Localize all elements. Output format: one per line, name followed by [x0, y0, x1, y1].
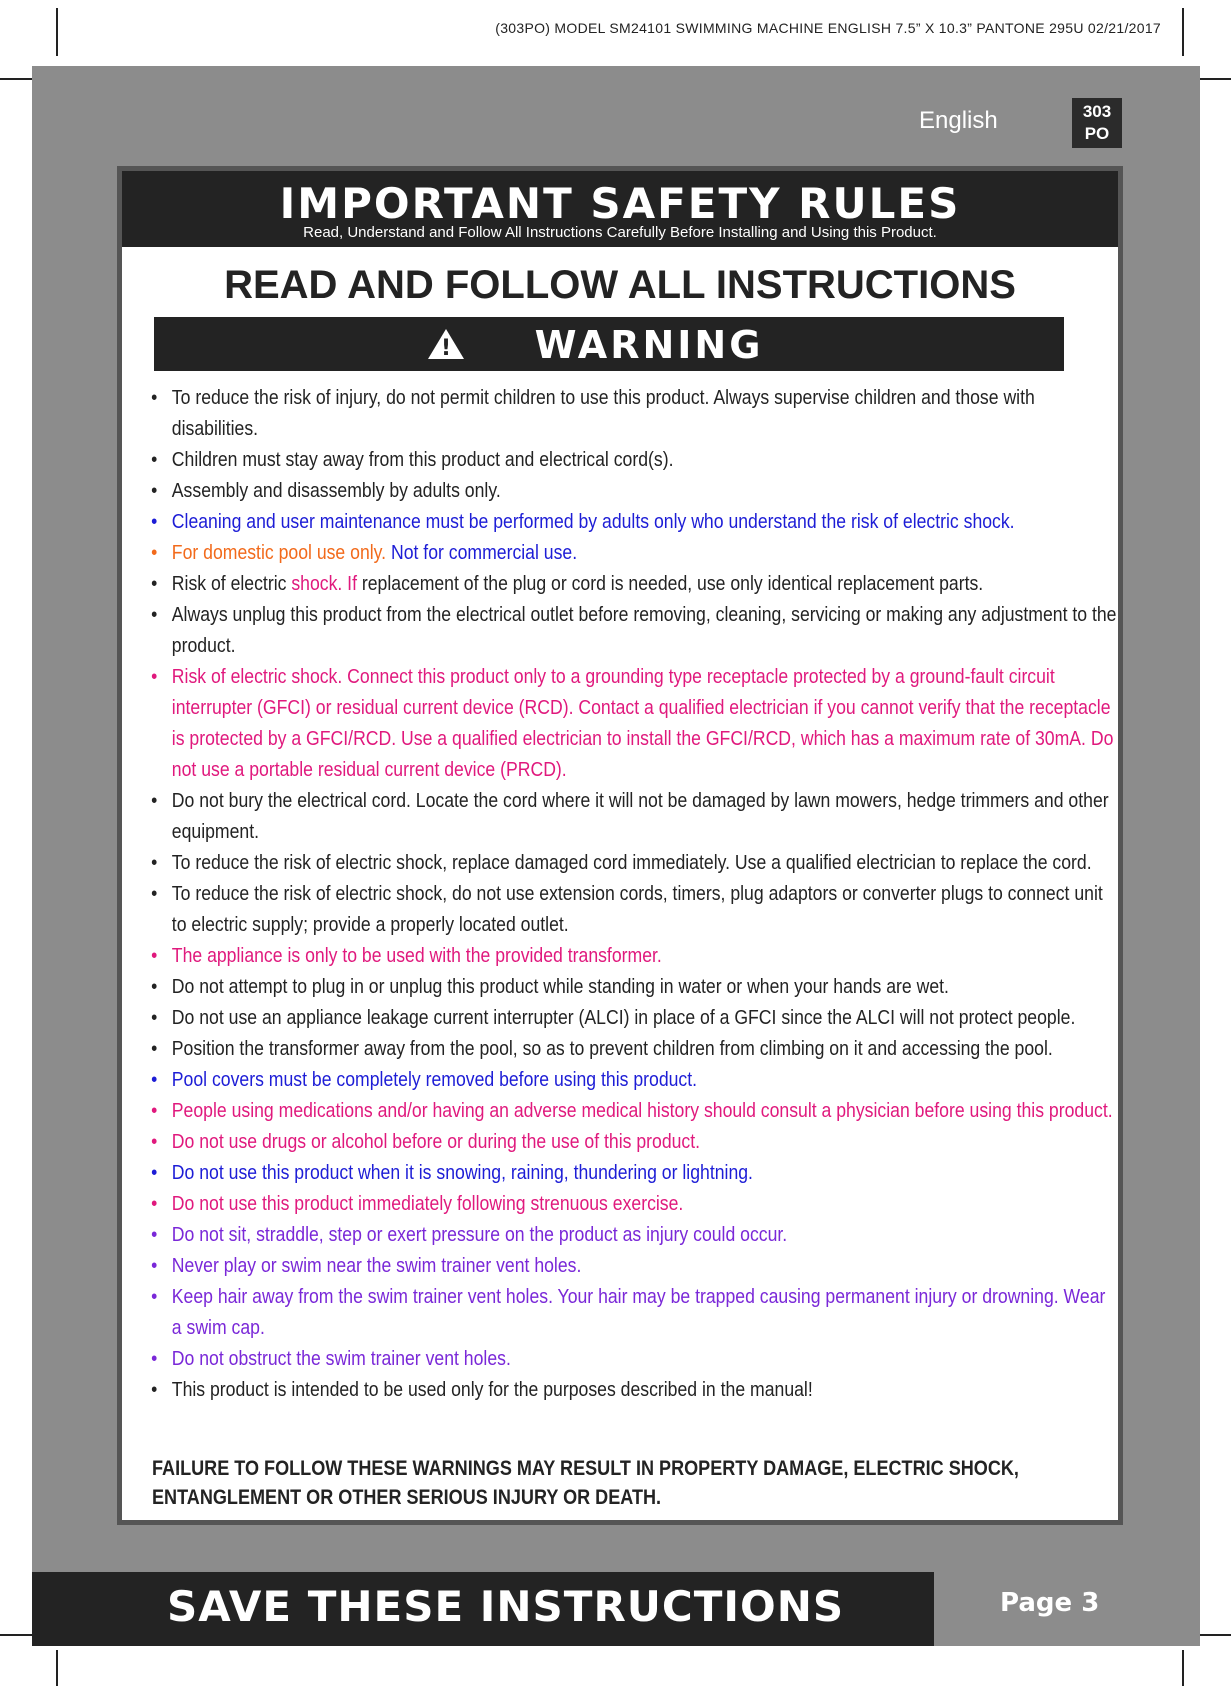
footer-bar: [32, 1572, 934, 1646]
rule-text: Do not attempt to plug in or unplug this product while standing in water or when your hands are wet.: [171, 975, 949, 998]
rule-text: Not for commercial use.: [390, 541, 578, 564]
rule-text: Pool covers must be completely removed before using this product.: [171, 1068, 698, 1091]
code-line-2: PO: [1084, 124, 1110, 143]
rule-text: Keep hair away from the swim trainer vent holes. Your hair may be trapped causing permanent injury or drowning. Wear a swim cap.: [171, 1285, 1106, 1339]
warning-bar: [154, 317, 1064, 371]
language-label: English: [919, 107, 998, 134]
code-line-1: 303: [1082, 102, 1112, 121]
rule-text: shock. If: [291, 572, 362, 595]
safety-rule-item: [146, 878, 1118, 940]
safety-rule-item: [146, 1343, 1118, 1374]
safety-panel: [117, 166, 1123, 1525]
safety-rule-item: [146, 475, 1118, 506]
safety-rule-item: [146, 568, 1118, 599]
safety-rule-item: [146, 661, 1118, 785]
rule-text: This product is intended to be used only for the purposes described in the manual!: [171, 1378, 813, 1401]
safety-rule-item: [146, 537, 1118, 568]
rule-text: To reduce the risk of electric shock, replace damaged cord immediately. Use a qualified electrician to replace the cord.: [171, 851, 1092, 874]
rule-text: People using medications and/or having an adverse medical history should consult a physician before using this product.: [171, 1099, 1113, 1122]
rule-text: For domestic pool use only.: [171, 541, 391, 564]
rule-text: Never play or swim near the swim trainer vent holes.: [171, 1254, 582, 1277]
page-subtitle: Read, Understand and Follow All Instructions Carefully Before Installing and Using this Product.: [303, 224, 937, 241]
safety-rule-item: [146, 1281, 1118, 1343]
failure-warning: [152, 1454, 1098, 1512]
safety-rule-item: [146, 382, 1118, 444]
safety-rule-item: [146, 1126, 1118, 1157]
safety-rule-item: [146, 1374, 1118, 1405]
rule-text: Cleaning and user maintenance must be performed by adults only who understand the risk of electric shock.: [171, 510, 1015, 533]
read-follow-heading: READ AND FOLLOW ALL INSTRUCTIONS: [224, 263, 1016, 307]
print-info: (303PO) MODEL SM24101 SWIMMING MACHINE ENGLISH 7.5” X 10.3” PANTONE 295U 02/21/2017: [495, 20, 1161, 36]
rule-text: Assembly and disassembly by adults only.: [171, 479, 501, 502]
code-badge: [1072, 98, 1122, 148]
rule-text: Do not use an appliance leakage current interrupter (ALCI) in place of a GFCI since the ALCI will not protect people.: [171, 1006, 1076, 1029]
save-instructions: SAVE THESE INSTRUCTIONS: [167, 1582, 845, 1631]
safety-rule-item: [146, 444, 1118, 475]
safety-rule-item: [146, 1033, 1118, 1064]
safety-rules-list: [146, 382, 1117, 1405]
safety-rule-item: [146, 971, 1118, 1002]
rule-text: Risk of electric: [171, 572, 292, 595]
safety-rule-item: [146, 599, 1118, 661]
safety-rule-item: [146, 1064, 1118, 1095]
rule-text: Position the transformer away from the pool, so as to prevent children from climbing on it and accessing the pool.: [171, 1037, 1053, 1060]
rule-text: To reduce the risk of injury, do not permit children to use this product. Always supervise children and those with disabilities.: [171, 386, 1035, 440]
rule-text: The appliance is only to be used with the provided transformer.: [171, 944, 662, 967]
safety-rule-item: [146, 940, 1118, 971]
safety-rule-item: [146, 1157, 1118, 1188]
warning-label: WARNING: [534, 323, 764, 367]
safety-rule-item: [146, 1219, 1118, 1250]
title-bar: [122, 171, 1118, 247]
crop-mark: [1182, 8, 1184, 56]
rule-text: Always unplug this product from the electrical outlet before removing, cleaning, servicing or making any adjustment to the product.: [171, 603, 1117, 657]
page-number: Page 3: [1000, 1588, 1100, 1618]
rule-text: Risk of electric shock. Connect this product only to a grounding type receptacle protected by a ground-fault circuit interrupter (GFCI) or residual current device (RCD). Contact a qualified electrician if you cannot verify that the receptacle is protected by a GFCI/RCD. Use a qualified electrician to install the GFCI/RCD, which has a maximum rate of 30mA. Do not use a portable residual current device (PRCD).: [171, 665, 1114, 781]
rule-text: Do not use this product immediately following strenuous exercise.: [171, 1192, 684, 1215]
crop-mark: [56, 8, 58, 56]
safety-rule-item: [146, 1095, 1118, 1126]
rule-text: replacement of the plug or cord is needed, use only identical replacement parts.: [361, 572, 984, 595]
safety-rule-item: [146, 847, 1118, 878]
rule-text: Do not sit, straddle, step or exert pressure on the product as injury could occur.: [171, 1223, 788, 1246]
safety-rule-item: [146, 1002, 1118, 1033]
failure-line-2: ENTANGLEMENT OR OTHER SERIOUS INJURY OR DEATH.: [152, 1486, 662, 1509]
rule-text: To reduce the risk of electric shock, do not use extension cords, timers, plug adaptors or converter plugs to connect unit to electric supply; provide a properly located outlet.: [171, 882, 1103, 936]
failure-line-1: FAILURE TO FOLLOW THESE WARNINGS MAY RESULT IN PROPERTY DAMAGE, ELECTRIC SHOCK,: [152, 1457, 1019, 1480]
crop-mark: [56, 1650, 58, 1686]
rule-text: Children must stay away from this product and electrical cord(s).: [171, 448, 674, 471]
page-title: IMPORTANT SAFETY RULES: [279, 179, 961, 228]
rule-text: Do not bury the electrical cord. Locate the cord where it will not be damaged by lawn mowers, hedge trimmers and other equipment.: [171, 789, 1109, 843]
safety-rule-item: [146, 785, 1118, 847]
rule-text: Do not use this product when it is snowing, raining, thundering or lightning.: [171, 1161, 753, 1184]
safety-rule-item: [146, 506, 1118, 537]
safety-rule-item: [146, 1250, 1118, 1281]
rule-text: Do not obstruct the swim trainer vent holes.: [171, 1347, 511, 1370]
crop-mark: [1182, 1650, 1184, 1686]
rule-text: Do not use drugs or alcohol before or during the use of this product.: [171, 1130, 701, 1153]
safety-rule-item: [146, 1188, 1118, 1219]
warning-symbol: !: [440, 336, 452, 361]
